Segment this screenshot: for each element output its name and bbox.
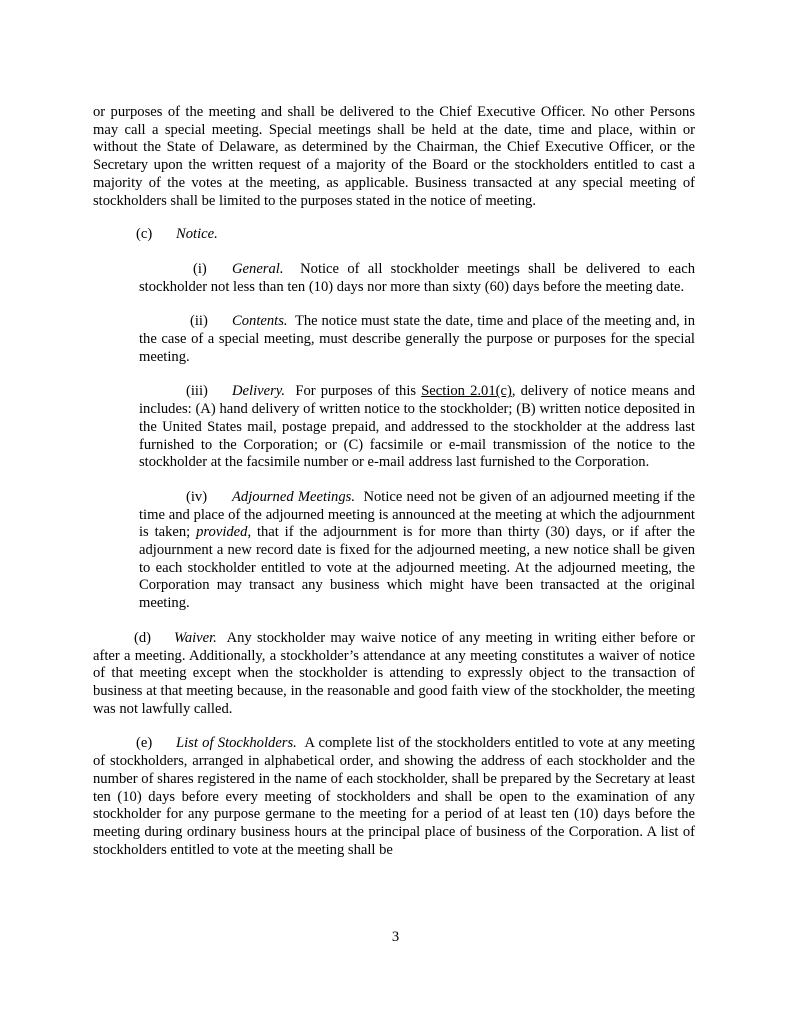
section-e-number: (e): [136, 735, 153, 752]
section-d-text: Any stockholder may waive notice of any meeting in writing either before or after a meeting. Additionally, a stockholder’s attendance at any meeting constitutes a waiver of notice of that meeting except when the stockholder is attending to expressly object to the transaction of business at that meeting because, in the reasonable and good faith view of the stockholder, the meeting was not lawfully called.: [93, 629, 695, 717]
section-d-number: (d): [134, 629, 152, 646]
section-e-title: List of Stockholders.: [176, 735, 297, 752]
item-i-text: Notice of all stockholder meetings shall be delivered to each stockholder not less than ten (10) days nor more than sixty (60) days before the meeting date.: [139, 260, 696, 295]
item-iv-number: (iv): [186, 488, 208, 505]
section-c-item-ii: [139, 313, 695, 366]
item-i-title: General.: [232, 260, 284, 277]
item-iv-text-after: , that if the adjournment is for more than thirty (30) days, or if after the adjournment a new record date is fixed for the adjourned meeting, a new notice shall be given to each stockholder entitled to vote at the adjourned meeting. At the adjourned meeting, the Corporation may transact any business which might have been transacted at the original meeting.: [139, 524, 695, 612]
document-page: [93, 104, 695, 876]
section-e-paragraph: [93, 735, 695, 859]
item-iv-text-before: Notice need not be given of an adjourned meeting if the time and place of the adjourned meeting is announced at the meeting at which the adjournment is taken;: [139, 488, 695, 541]
item-ii-number: (ii): [190, 313, 208, 330]
item-i-number: (i): [193, 260, 207, 277]
item-iii-title: Delivery.: [232, 383, 286, 400]
continued-paragraph: or purposes of the meeting and shall be delivered to the Chief Executive Officer. No other Persons may call a special meeting. Special meetings shall be held at the date, time and place, within or without the State of Delaware, as determined by the Chairman, the Chief Executive Officer, or the Secretary upon the written request of a majority of the Board or the stockholders entitled to cast a majority of the votes at the meeting, as applicable. Business transacted at any special meeting of stockholders shall be limited to the purposes stated in the notice of meeting.: [93, 104, 695, 209]
page-number: 3: [391, 929, 400, 945]
item-iv-provided: provided: [196, 524, 248, 541]
item-iv-title: Adjourned Meetings.: [232, 488, 355, 505]
item-iii-number: (iii): [186, 383, 208, 400]
section-c-item-i: [139, 261, 695, 296]
section-c-number: (c): [136, 226, 153, 243]
item-ii-title: Contents.: [232, 313, 288, 330]
section-d-title: Waiver.: [174, 629, 217, 646]
item-ii-text: The notice must state the date, time and place of the meeting and, in the case of a special meeting, must describe generally the purpose or purposes for the special meeting.: [139, 313, 695, 365]
section-e-text: A complete list of the stockholders entitled to vote at any meeting of stockholders, arranged in alphabetical order, and showing the address of each stockholder and the number of shares registered in the name of each stockholder, shall be prepared by the Secretary at least ten (10) days before every meeting of stockholders and shall be open to the examination of any stockholder for any purpose germane to the meeting for a period of at least ten (10) days before the meeting during ordinary business hours at the principal place of business of the Corporation. A list of stockholders entitled to vote at the meeting shall be: [93, 735, 696, 858]
section-d-paragraph: [93, 630, 695, 719]
section-reference-link: Section 2.01(c): [421, 383, 512, 400]
section-c-heading: [93, 226, 695, 244]
section-c-item-iii: [139, 383, 695, 472]
section-c-item-iv: [139, 489, 695, 613]
item-iii-text-after: , delivery of notice means and includes: (A) hand delivery of written notice to the stockholder; (B) written notice deposited in the United States mail, postage prepaid, and addressed to the stockholder at the address last furnished to the Corporation; or (C) facsimile or e-mail transmission of the notice to the stockholder at the facsimile number or e-mail address last furnished to the Corporation.: [139, 383, 695, 471]
section-c-title: Notice.: [176, 226, 218, 243]
item-iii-text-before: For purposes of this: [295, 383, 417, 400]
